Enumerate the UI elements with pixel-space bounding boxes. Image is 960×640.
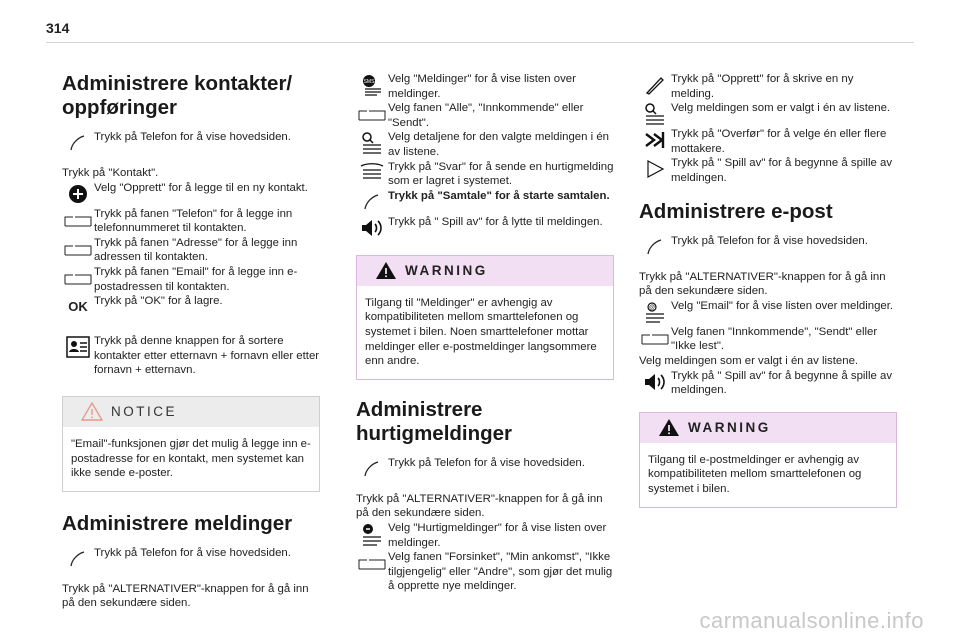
step-email: @ Velg "Email" for å vise listen over meldinger. [639,299,897,325]
sort-icon [62,334,94,360]
warning-header [640,413,896,443]
step-ok: OK Trykk på "OK" for å lagre. [62,294,320,320]
phone-icon [639,234,671,260]
step-details: Velg detaljene for den valgte meldingen i én av listene. [356,130,614,159]
warning-box [356,255,614,380]
pen-icon [639,72,671,98]
heading-messages: Administrere meldinger [62,511,293,535]
list-detail-icon [356,130,388,156]
warning-title: WARNING [688,420,771,436]
email-icon [639,299,671,325]
step-call: Trykk på "Samtale" for å starte samtalen. [356,189,614,215]
step-tab-email: Trykk på fanen "Email" for å legge inn e-postadressen til kontakten. [62,265,320,294]
step-select-msg: Velg meldingen som er valgt i én av listene. [639,101,897,127]
phone-icon [62,546,94,572]
step-play-3: Trykk på " Spill av" for å begynne å spille av meldingen. [639,369,897,398]
step-play: Trykk på " Spill av" for å lytte til meldingen. [356,215,614,241]
column-1 [62,72,320,611]
tab-icon [62,207,94,233]
step-play-2: Trykk på " Spill av" for å begynne å spille av meldingen. [639,156,897,185]
header-divider [46,42,914,43]
warning-text: Tilgang til e-postmeldinger er avhengig av kompatibiliteten mellom smarttelefonen og systemet i bilen. [648,453,862,495]
list-detail-icon [639,101,671,127]
notice-box [62,396,320,492]
step-phone-4: Trykk på Telefon for å vise hovedsiden. [639,234,897,260]
tab-icon [639,325,671,351]
heading-email: Administrere e-post [639,199,833,223]
heading-quick-messages: Administrere hurtigmeldinger [356,397,513,445]
notice-header [63,397,319,427]
add-contact-icon [62,181,94,207]
column-3 [639,72,897,508]
warning-triangle-icon [375,261,397,280]
notice-text: "Email"-funksjonen gjør det mulig å legge inn e-postadresse for en kontakt, men systemet kan ikke sende e-poster. [71,437,311,480]
step-tab-delayed: Velg fanen "Forsinket", "Min ankomst", "Ikke tilgjengelig" eller "Andre", som gjør det mulig å opprette nye meldinger. [356,550,614,594]
forward-icon [639,127,671,153]
phone-icon [356,189,388,215]
step-sort: Trykk på denne knappen for å sortere kontakter etter etternavn + fornavn eller etter fornavn + etternavn. [62,334,320,378]
step-quick-messages: Velg "Hurtigmeldinger" for å vise listen over meldinger. [356,521,614,550]
step-options-2: Trykk på "ALTERNATIVER"-knappen for å gå inn på den sekundære siden. [356,492,603,520]
step-options-3: Trykk på "ALTERNATIVER"-knappen for å gå inn på den sekundære siden. [639,270,886,298]
speaker-icon [356,215,388,241]
step-phone: Trykk på Telefon for å vise hovedsiden. [62,130,320,156]
step-create: Velg "Opprett" for å legge til en ny kontakt. [62,181,320,207]
phone-icon [356,456,388,482]
warning-box-email [639,412,897,508]
phone-icon [62,130,94,156]
notice-title: NOTICE [111,404,178,420]
tab-icon [62,236,94,262]
step-reply: Trykk på "Svar" for å sende en hurtigmelding som er lagret i systemet. [356,160,614,189]
step-messages: SMS Velg "Meldinger" for å vise listen over meldinger. [356,72,614,101]
ok-label: OK [68,298,88,314]
step-options: Trykk på "ALTERNATIVER"-knappen for å gå inn på den sekundære siden. [62,582,309,610]
step-kontakt: Trykk på "Kontakt". [62,167,159,179]
tab-icon [62,265,94,291]
quick-message-icon [356,521,388,547]
heading-contacts: Administrere kontakter/ oppføringer [62,72,293,119]
svg-text:SMS: SMS [363,79,375,85]
warning-title: WARNING [405,263,488,279]
column-2 [356,72,614,594]
step-phone-2: Trykk på Telefon for å vise hovedsiden. [62,546,320,572]
step-forward: Trykk på "Overfør" for å velge én eller flere mottakere. [639,127,897,156]
warning-triangle-icon [658,418,680,437]
step-select-email: Velg meldingen som er valgt i én av listene. [639,354,859,367]
warning-text: Tilgang til "Meldinger" er avhengig av kompatibiliteten mellom smarttelefonen og systemet i bilen. Noen smarttelefoner mottar meldinger eller e-postmeldinger langsommere enn andre. [365,296,597,368]
reply-icon [356,160,388,186]
play-icon [639,156,671,182]
step-tab-inbox: Velg fanen "Innkommende", "Sendt" eller "Ikke lest". [639,325,897,354]
footer-watermark: carmanualsonline.info [699,608,924,633]
step-tab-all: Velg fanen "Alle", "Innkommende" eller "Sendt". [356,101,614,130]
svg-text:@: @ [648,304,656,311]
speaker-icon [639,369,671,395]
notice-triangle-icon [81,402,103,421]
step-tab-address: Trykk på fanen "Adresse" for å legge inn adressen til kontakten. [62,236,320,265]
page-number: 314 [46,20,70,36]
warning-header [357,256,613,286]
step-phone-3: Trykk på Telefon for å vise hovedsiden. [356,456,614,482]
step-create-msg: Trykk på "Opprett" for å skrive en ny melding. [639,72,897,101]
step-tab-phone: Trykk på fanen "Telefon" for å legge inn telefonnummeret til kontakten. [62,207,320,236]
sms-icon [356,72,388,98]
tab-icon [356,550,388,576]
tab-icon [356,101,388,127]
